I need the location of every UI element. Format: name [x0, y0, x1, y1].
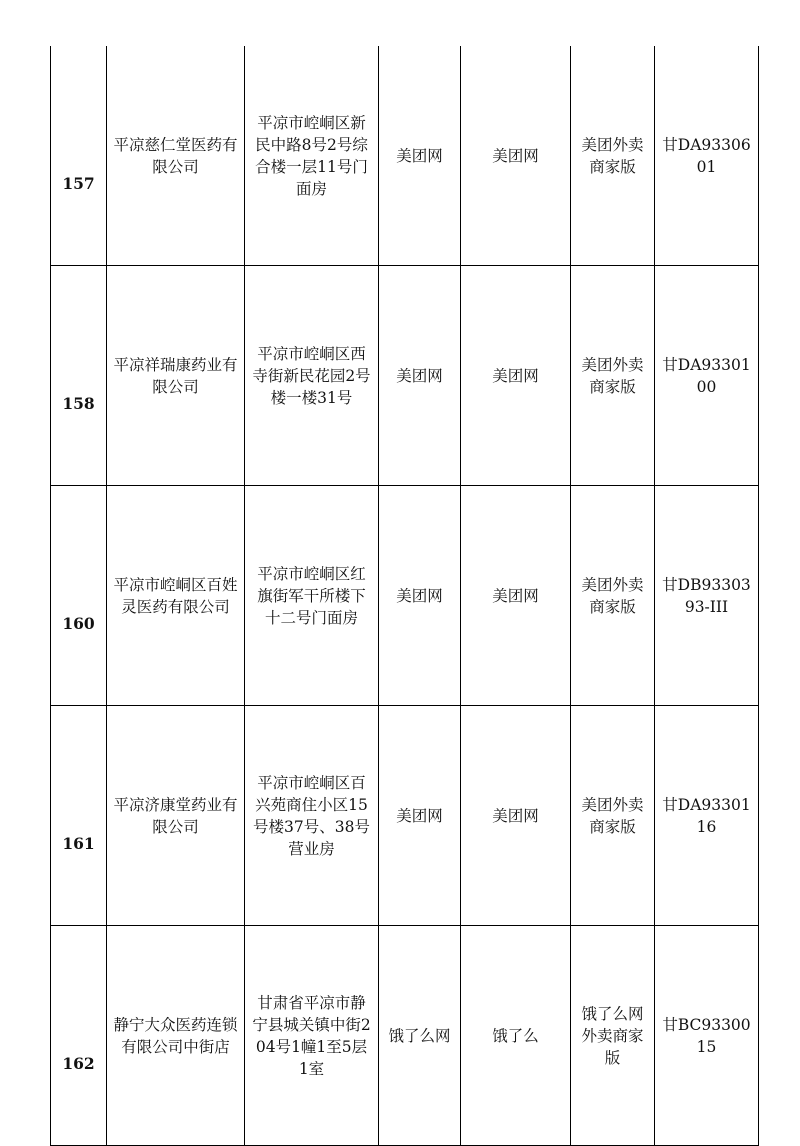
row-number: 160 [51, 486, 107, 706]
table-row [51, 46, 759, 266]
platform-name: 饿了么网 [379, 926, 461, 1146]
app-name: 美团外卖商家版 [571, 46, 655, 266]
platform-name: 美团网 [379, 486, 461, 706]
license-number: 甘DA9330601 [655, 46, 759, 266]
company-name: 平凉慈仁堂医药有限公司 [107, 46, 245, 266]
license-number: 甘BC9330015 [655, 926, 759, 1146]
app-name: 美团外卖商家版 [571, 706, 655, 926]
row-number: 157 [51, 46, 107, 266]
row-number: 161 [51, 706, 107, 926]
website-name: 饿了么 [461, 926, 571, 1146]
company-name: 平凉祥瑞康药业有限公司 [107, 266, 245, 486]
website-name: 美团网 [461, 266, 571, 486]
website-name: 美团网 [461, 706, 571, 926]
company-address: 平凉市崆峒区百兴苑商住小区15号楼37号、38号营业房 [245, 706, 379, 926]
platform-name: 美团网 [379, 706, 461, 926]
license-number: 甘DB9330393-III [655, 486, 759, 706]
company-address: 平凉市崆峒区西寺街新民花园2号楼一楼31号 [245, 266, 379, 486]
company-address: 平凉市崆峒区新民中路8号2号综合楼一层11号门面房 [245, 46, 379, 266]
company-name: 静宁大众医药连锁有限公司中街店 [107, 926, 245, 1146]
website-name: 美团网 [461, 46, 571, 266]
platform-name: 美团网 [379, 266, 461, 486]
license-table [50, 46, 759, 1146]
row-number: 158 [51, 266, 107, 486]
app-name: 美团外卖商家版 [571, 486, 655, 706]
table-row [51, 706, 759, 926]
table-row [51, 926, 759, 1146]
row-number: 162 [51, 926, 107, 1146]
company-address: 平凉市崆峒区红旗街军干所楼下十二号门面房 [245, 486, 379, 706]
company-address: 甘肃省平凉市静宁县城关镇中街204号1幢1至5层1室 [245, 926, 379, 1146]
platform-name: 美团网 [379, 46, 461, 266]
app-name: 饿了么网外卖商家版 [571, 926, 655, 1146]
table-row [51, 266, 759, 486]
license-number: 甘DA9330116 [655, 706, 759, 926]
license-number: 甘DA9330100 [655, 266, 759, 486]
website-name: 美团网 [461, 486, 571, 706]
app-name: 美团外卖商家版 [571, 266, 655, 486]
company-name: 平凉市崆峒区百姓灵医药有限公司 [107, 486, 245, 706]
company-name: 平凉济康堂药业有限公司 [107, 706, 245, 926]
table-row [51, 486, 759, 706]
